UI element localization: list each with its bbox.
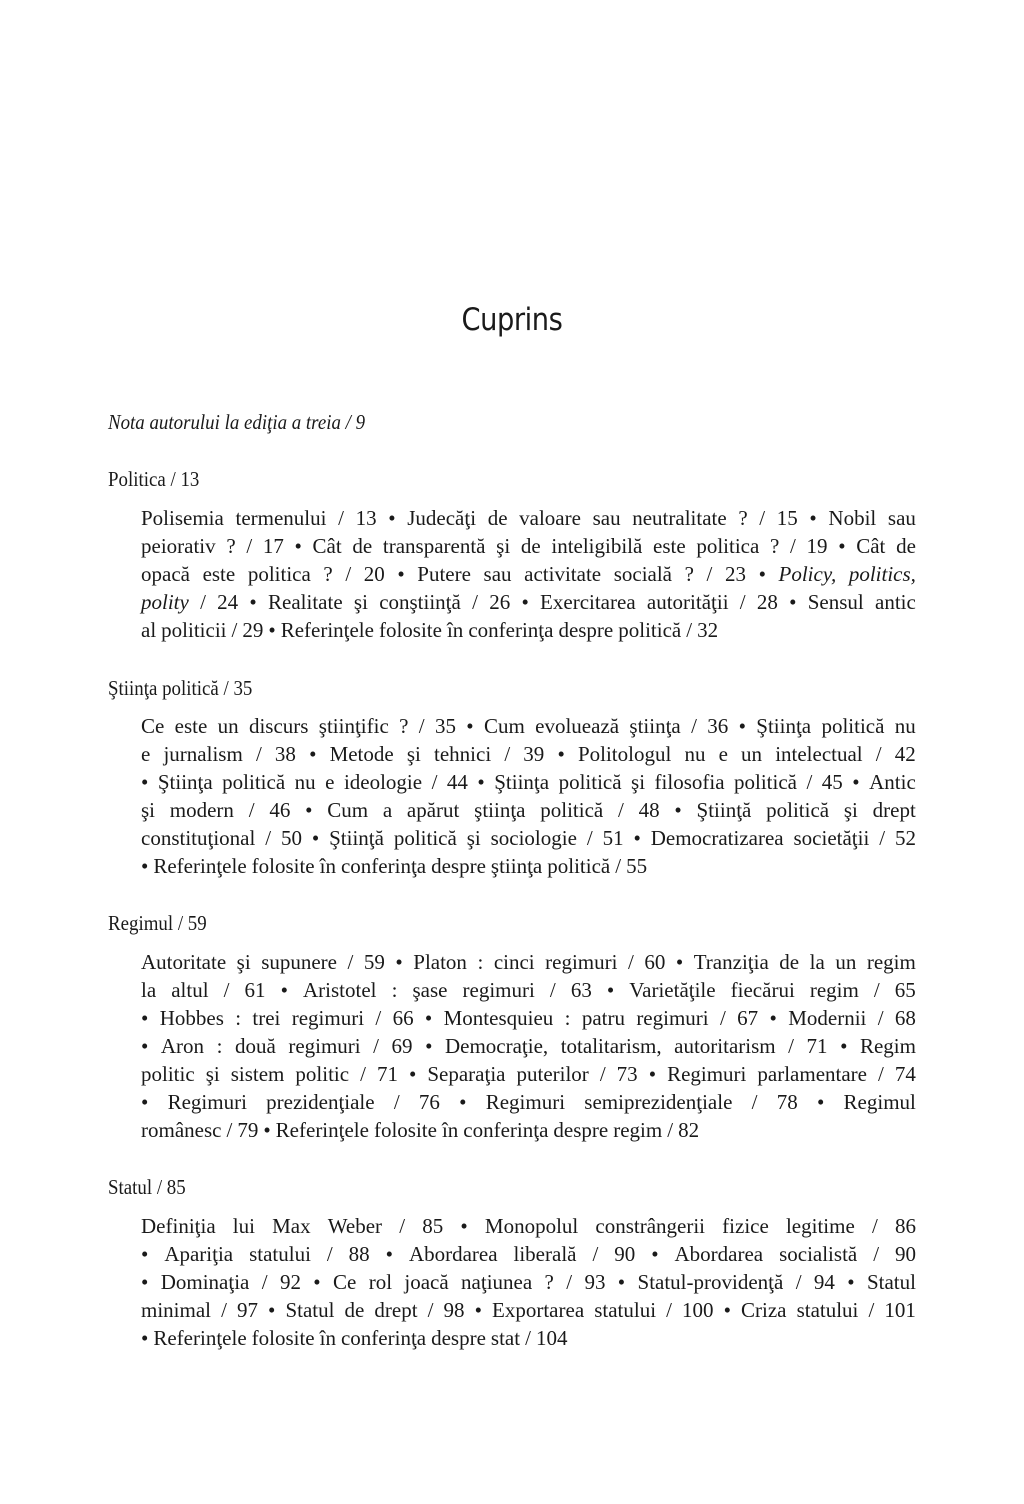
toc-section-list [141, 948, 916, 1144]
toc-section-line: şi modern / 46 • Cum a apărut ştiinţa politică / 48 • Ştiinţă politică şi drept [141, 798, 916, 822]
toc-section-line: al politicii / 29 • Referinţele folosite în conferinţa despre politică / 32 [141, 618, 719, 642]
toc-chapter-heading: Nota autorului la ediţia a treia / 9 [108, 410, 366, 434]
toc-section-line: românesc / 79 • Referinţele folosite în conferinţa despre regim / 82 [141, 1118, 700, 1142]
toc-section-list [141, 1212, 916, 1352]
toc-section-line: e jurnalism / 38 • Metode şi tehnici / 39 • Politologul nu e un intelectual / 42 [141, 742, 916, 766]
toc-section-line: Autoritate şi supunere / 59 • Platon : cinci regimuri / 60 • Tranziţia de la un regim [141, 950, 916, 974]
toc-section-line: Definiţia lui Max Weber / 85 • Monopolul constrângerii fizice legitime / 86 [141, 1214, 916, 1238]
toc-section-line: • Aron : două regimuri / 69 • Democraţie, totalitarism, autoritarism / 71 • Regim [141, 1034, 916, 1058]
toc-section-line: • Regimuri prezidenţiale / 76 • Regimuri semiprezidenţiale / 78 • Regimul [141, 1090, 916, 1114]
toc-section-line: polity / 24 • Realitate şi conştiinţă / 26 • Exercitarea autorităţii / 28 • Sensul antic [141, 590, 916, 614]
toc-chapter-heading: Statul / 85 [108, 1175, 186, 1199]
toc-section-line: • Referinţele folosite în conferinţa despre ştiinţa politică / 55 [141, 854, 648, 878]
toc-section-line: minimal / 97 • Statul de drept / 98 • Exportarea statului / 100 • Criza statului / 101 [141, 1298, 916, 1322]
toc-section-line: la altul / 61 • Aristotel : şase regimuri / 63 • Varietăţile fiecărui regim / 65 [141, 978, 916, 1002]
toc-section-line: • Hobbes : trei regimuri / 66 • Montesquieu : patru regimuri / 67 • Modernii / 68 [141, 1006, 916, 1030]
toc-section-line: • Dominaţia / 92 • Ce rol joacă naţiunea ? / 93 • Statul-providenţă / 94 • Statul [141, 1270, 916, 1294]
toc-chapter-heading: Regimul / 59 [108, 911, 207, 935]
toc-chapter-heading: Ştiinţa politică / 35 [108, 676, 253, 700]
toc-chapter-heading: Politica / 13 [108, 467, 200, 491]
toc-section-list [141, 712, 916, 880]
toc-section-list [141, 504, 916, 644]
toc-section-line: constituţional / 50 • Ştiinţă politică şi sociologie / 51 • Democratizarea societăţii / 52 [141, 826, 916, 850]
toc-section-line: politic şi sistem politic / 71 • Separaţia puterilor / 73 • Regimuri parlamentare / 74 [141, 1062, 916, 1086]
toc-section-line: Ce este un discurs ştiinţific ? / 35 • Cum evoluează ştiinţa / 36 • Ştiinţa politică nu [141, 714, 916, 738]
page-title: Cuprins [461, 302, 563, 338]
toc-section-line: opacă este politica ? / 20 • Putere sau activitate socială ? / 23 • Policy, politics, [141, 562, 916, 586]
toc-section-line: • Referinţele folosite în conferinţa despre stat / 104 [141, 1326, 568, 1350]
toc-section-line: • Apariţia statului / 88 • Abordarea liberală / 90 • Abordarea socialistă / 90 [141, 1242, 916, 1266]
toc-section-line: Polisemia termenului / 13 • Judecăţi de valoare sau neutralitate ? / 15 • Nobil sau [141, 506, 916, 530]
toc-section-line: • Ştiinţa politică nu e ideologie / 44 • Ştiinţa politică şi filosofia politică / 45 • Antic [141, 770, 916, 794]
toc-section-line: peiorativ ? / 17 • Cât de transparentă şi de inteligibilă este politica ? / 19 • Cât de [141, 534, 916, 558]
